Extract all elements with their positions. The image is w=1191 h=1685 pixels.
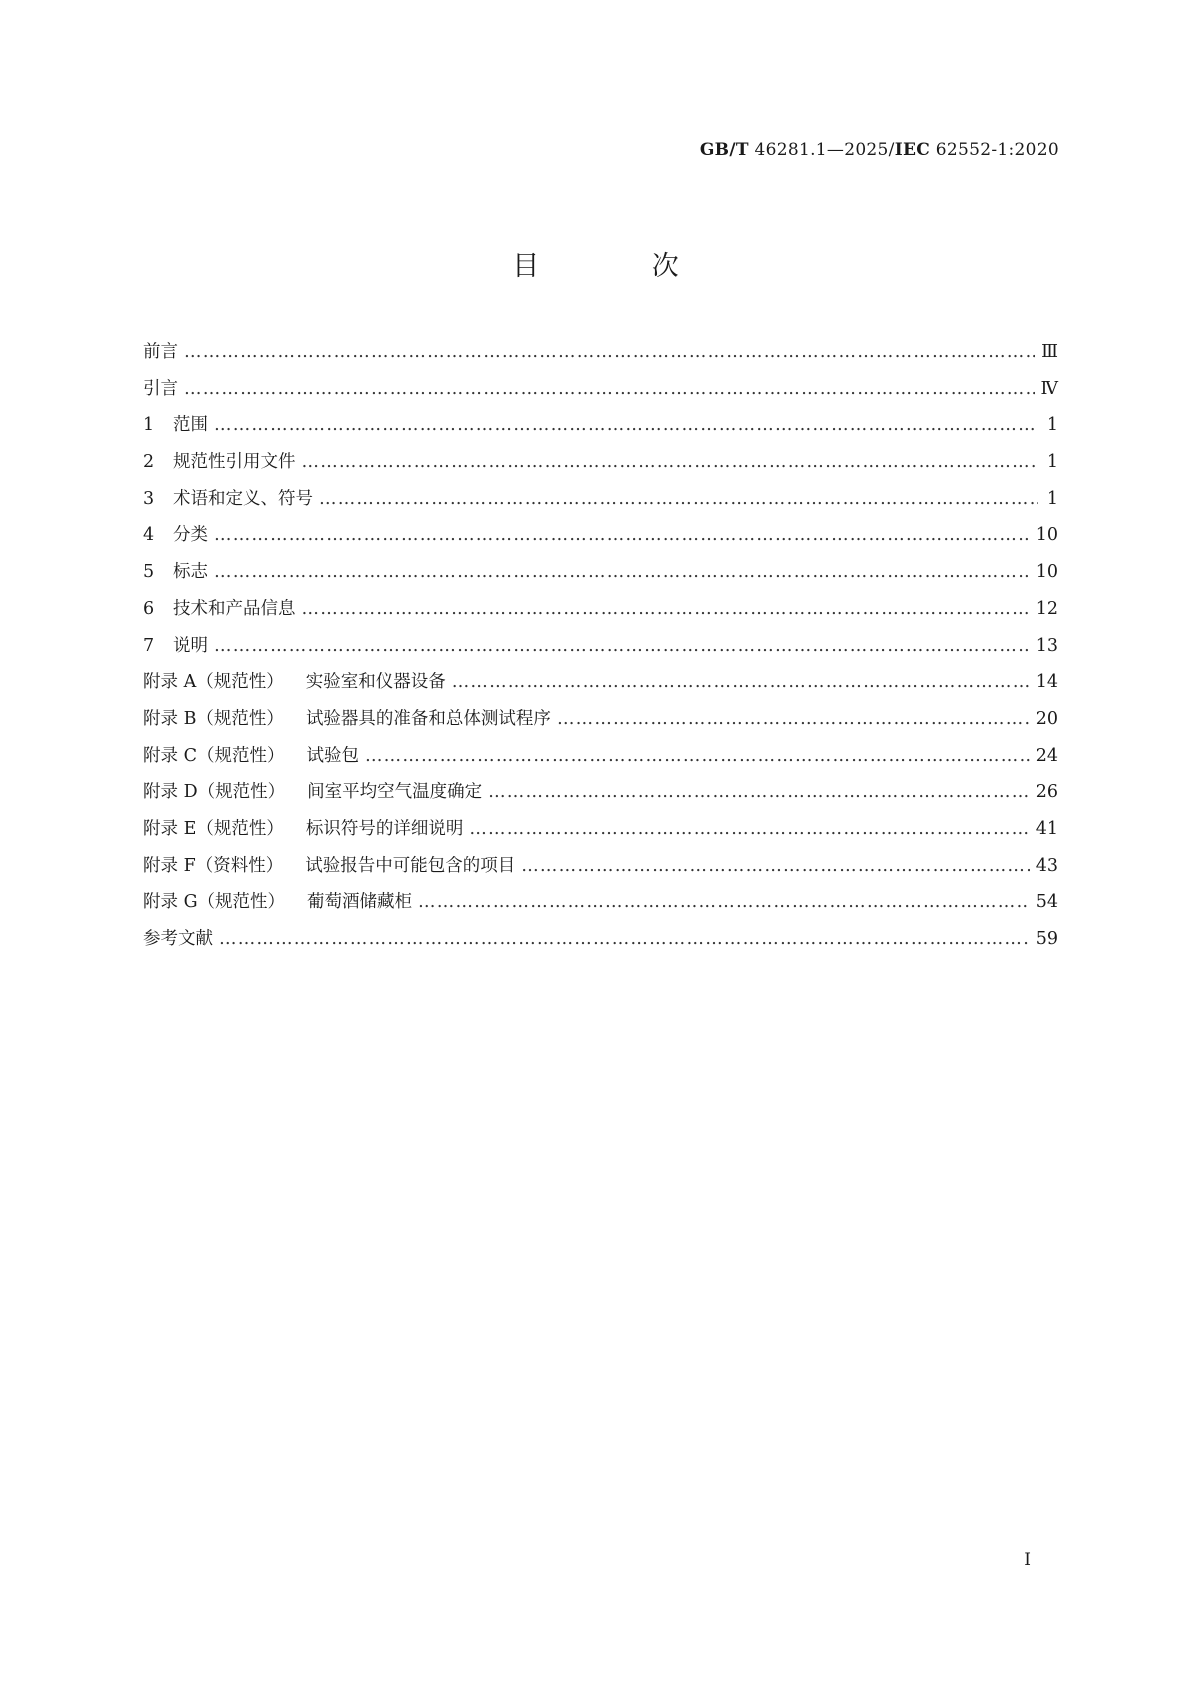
toc-entry-annex-g[interactable] [143,888,1058,925]
toc-leader [319,489,1038,509]
toc-label: 规范性引用文件 [173,452,296,473]
toc-clause-number: 1 [143,415,155,436]
toc-page: 41 [1035,818,1058,839]
toc-entry-annex-f[interactable] [143,852,1058,889]
toc-leader [452,672,1030,692]
toc-leader [214,415,1038,435]
toc-entry-bibliography[interactable] [143,925,1058,962]
toc-label: 参考文献 [143,929,213,949]
toc-leader [488,782,1030,802]
toc-clause-number: 2 [143,452,155,473]
toc-label: 前言 [143,342,178,362]
toc-clause-number: 7 [143,635,155,656]
toc-label: 分类 [173,525,208,546]
toc-page: 1 [1046,452,1058,473]
toc-leader [302,452,1039,472]
toc-entry-foreword[interactable] [143,338,1058,375]
toc-annex-prefix: 附录 C（规范性） [143,745,285,766]
toc-leader [214,636,1030,656]
toc-clause-number: 3 [143,488,155,509]
toc-annex-prefix: 附录 E（规范性） [143,818,284,839]
toc-page: 10 [1035,562,1058,583]
toc-entry-clause-6[interactable] [143,595,1058,632]
toc-page: 43 [1035,855,1058,876]
toc-annex-title: 葡萄酒储藏柜 [307,892,413,913]
toc-page: Ⅲ [1041,342,1058,362]
toc-annex-prefix: 附录 B（规范性） [143,708,284,729]
table-of-contents [143,338,1058,962]
toc-entry-clause-4[interactable] [143,521,1058,558]
toc-leader [418,892,1030,912]
toc-leader [214,562,1030,582]
page-number: I [1024,1550,1031,1570]
toc-label: 术语和定义、符号 [173,488,313,509]
toc-label: 引言 [143,378,178,399]
toc-label: 说明 [173,635,208,656]
toc-annex-title: 实验室和仪器设备 [305,672,446,693]
toc-page: 26 [1035,782,1058,803]
toc-page: 14 [1035,672,1058,693]
toc-label: 范围 [173,415,208,436]
toc-clause-number: 4 [143,525,155,546]
toc-entry-clause-7[interactable] [143,632,1058,669]
toc-leader [365,746,1030,766]
toc-annex-prefix: 附录 F（资料性） [143,855,284,876]
toc-entry-clause-1[interactable] [143,411,1058,448]
toc-entry-annex-a[interactable] [143,668,1058,705]
toc-leader [469,819,1029,839]
toc-page: 1 [1046,488,1058,509]
toc-annex-prefix: 附录 G（规范性） [143,892,286,913]
toc-page: 24 [1035,745,1058,766]
iec-number: 62552-1:2020 [935,140,1059,160]
toc-page: 13 [1035,635,1058,656]
toc-annex-title: 间室平均空气温度确定 [307,782,483,803]
toc-page: 59 [1035,929,1058,949]
standard-code-header [700,140,1059,160]
toc-entry-introduction[interactable] [143,375,1058,412]
toc-annex-title: 试验报告中可能包含的项目 [305,855,516,876]
toc-page: 54 [1035,892,1058,913]
toc-annex-title: 试验包 [306,745,359,766]
toc-clause-number: 5 [143,562,155,583]
toc-annex-prefix: 附录 A（规范性） [143,672,284,693]
toc-label: 技术和产品信息 [173,598,296,619]
toc-entry-clause-5[interactable] [143,558,1058,595]
toc-page: 10 [1035,525,1058,546]
page-title: 目 次 [512,251,731,282]
toc-annex-prefix: 附录 D（规范性） [143,782,286,803]
toc-entry-annex-e[interactable] [143,815,1058,852]
std-prefix: GB/T [699,140,749,160]
toc-entry-annex-c[interactable] [143,742,1058,779]
toc-page: 20 [1035,708,1058,729]
toc-leader [521,856,1030,876]
toc-page: 1 [1046,415,1058,436]
toc-page: 12 [1035,598,1058,619]
toc-page: Ⅳ [1040,378,1058,399]
toc-entry-clause-3[interactable] [143,485,1058,522]
toc-entry-annex-d[interactable] [143,778,1058,815]
toc-label: 标志 [173,562,208,583]
toc-leader [184,342,1035,362]
toc-leader [302,599,1030,619]
toc-clause-number: 6 [143,598,155,619]
toc-entry-annex-b[interactable] [143,705,1058,742]
toc-leader [219,929,1030,949]
toc-annex-title: 试验器具的准备和总体测试程序 [305,708,551,729]
toc-entry-clause-2[interactable] [143,448,1058,485]
toc-leader [557,709,1030,729]
iec-prefix: IEC [894,140,931,160]
toc-leader [214,525,1030,545]
std-number: 46281.1—2025/ [754,140,895,160]
toc-annex-title: 标识符号的详细说明 [305,818,464,839]
toc-leader [184,379,1035,399]
